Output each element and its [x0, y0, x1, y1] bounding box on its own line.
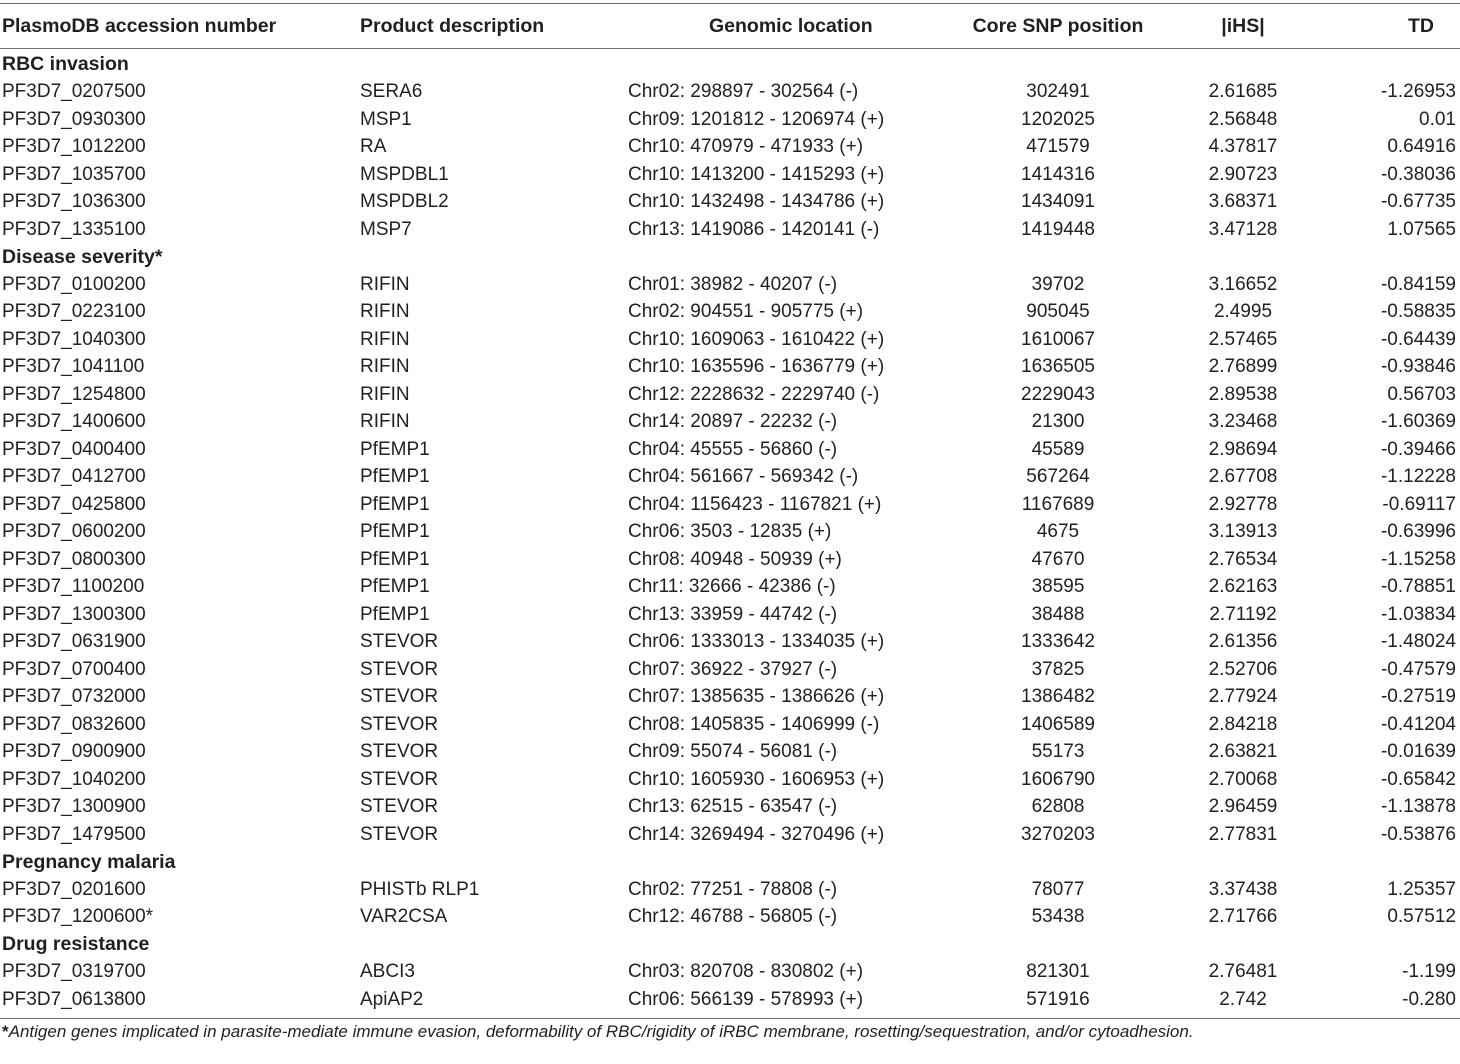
accession-cell: PF3D7_1040300	[2, 328, 146, 350]
table-row	[0, 711, 1460, 739]
ihs-cell: 2.4995	[1213, 301, 1273, 323]
table-row	[0, 299, 1460, 327]
footnote-text: Antigen genes implicated in parasite-mediate immune evasion, deformability of RBC/rigidity of iRBC membrane, rosetting/sequestration, and/or cytoadhesion.	[8, 1021, 1194, 1041]
location-cell: Chr14: 3269494 - 3270496 (+)	[628, 823, 885, 845]
table-row	[0, 436, 1460, 464]
table-row	[0, 546, 1460, 574]
description-cell: STEVOR	[360, 741, 439, 763]
location-cell: Chr13: 62515 - 63547 (-)	[628, 796, 838, 818]
location-cell: Chr04: 1156423 - 1167821 (+)	[628, 493, 882, 515]
table-row	[0, 766, 1460, 794]
td-cell: -1.13878	[1380, 796, 1456, 818]
header-ihs: |iHS|	[1221, 14, 1265, 37]
description-cell: PfEMP1	[360, 466, 430, 488]
accession-cell: PF3D7_1036300	[2, 191, 146, 213]
description-cell: RIFIN	[360, 411, 410, 433]
snp-cell: 38595	[1031, 576, 1085, 598]
header-description: Product description	[360, 14, 545, 37]
section-heading: Disease severity*	[2, 245, 163, 268]
snp-cell: 1606790	[1021, 768, 1095, 790]
ihs-cell: 2.96459	[1208, 796, 1278, 818]
ihs-cell: 2.57465	[1208, 328, 1278, 350]
accession-cell: PF3D7_0732000	[2, 686, 146, 708]
header-snp: Core SNP position	[972, 14, 1144, 37]
location-cell: Chr04: 561667 - 569342 (-)	[628, 466, 859, 488]
location-cell: Chr02: 904551 - 905775 (+)	[628, 301, 864, 323]
ihs-cell: 2.84218	[1208, 713, 1278, 735]
snp-cell: 78077	[1031, 878, 1085, 900]
table-row	[0, 189, 1460, 217]
accession-cell: PF3D7_0100200	[2, 273, 146, 295]
accession-cell: PF3D7_1254800	[2, 383, 146, 405]
description-cell: VAR2CSA	[360, 906, 448, 928]
td-cell: -1.60369	[1380, 411, 1456, 433]
table-row	[0, 326, 1460, 354]
ihs-cell: 2.98694	[1208, 438, 1278, 460]
accession-cell: PF3D7_0700400	[2, 658, 146, 680]
table-row	[0, 271, 1460, 299]
ihs-cell: 2.76534	[1208, 548, 1278, 570]
location-cell: Chr10: 1413200 - 1415293 (+)	[628, 163, 885, 185]
accession-cell: PF3D7_0613800	[2, 988, 146, 1010]
snp-cell: 55173	[1031, 741, 1085, 763]
header-accession: PlasmoDB accession number	[2, 14, 277, 37]
description-cell: RIFIN	[360, 383, 410, 405]
section-heading: Drug resistance	[2, 933, 150, 956]
table-row	[0, 216, 1460, 244]
header-location: Genomic location	[709, 14, 873, 37]
table-row	[0, 464, 1460, 492]
td-cell: -1.48024	[1380, 631, 1456, 653]
ihs-cell: 2.76481	[1208, 961, 1278, 983]
td-cell: -0.53876	[1380, 823, 1456, 845]
td-cell: 1.07565	[1387, 218, 1456, 240]
ihs-cell: 3.23468	[1208, 411, 1278, 433]
td-cell: -0.64439	[1380, 328, 1456, 350]
ihs-cell: 2.56848	[1208, 108, 1278, 130]
ihs-cell: 3.68371	[1208, 191, 1278, 213]
snp-cell: 62808	[1031, 796, 1085, 818]
section-heading: RBC invasion	[2, 53, 129, 76]
table-row	[0, 986, 1460, 1014]
snp-cell: 1414316	[1021, 163, 1095, 185]
description-cell: MSPDBL2	[360, 191, 449, 213]
location-cell: Chr13: 33959 - 44742 (-)	[628, 603, 838, 625]
accession-cell: PF3D7_0600200	[2, 521, 146, 543]
accession-cell: PF3D7_0412700	[2, 466, 146, 488]
table-row	[0, 409, 1460, 437]
snp-cell: 1406589	[1021, 713, 1095, 735]
accession-cell: PF3D7_1400600	[2, 411, 146, 433]
location-cell: Chr07: 36922 - 37927 (-)	[628, 658, 838, 680]
snp-cell: 821301	[1026, 961, 1090, 983]
description-cell: PHISTb RLP1	[360, 878, 480, 900]
accession-cell: PF3D7_0400400	[2, 438, 146, 460]
description-cell: STEVOR	[360, 631, 439, 653]
td-cell: 0.57512	[1387, 906, 1456, 928]
ihs-cell: 2.89538	[1208, 383, 1278, 405]
td-cell: -1.26953	[1380, 81, 1456, 103]
snp-cell: 39702	[1031, 273, 1085, 295]
td-cell: -0.38036	[1380, 163, 1456, 185]
td-cell: 0.64916	[1387, 136, 1456, 158]
ihs-cell: 2.742	[1219, 988, 1267, 1010]
snp-cell: 1333642	[1021, 631, 1095, 653]
td-cell: -0.93846	[1380, 356, 1456, 378]
accession-cell: PF3D7_0319700	[2, 961, 146, 983]
accession-cell: PF3D7_0832600	[2, 713, 146, 735]
ihs-cell: 2.77924	[1208, 686, 1278, 708]
ihs-cell: 2.52706	[1208, 658, 1278, 680]
section-heading: Pregnancy malaria	[2, 850, 176, 873]
location-cell: Chr07: 1385635 - 1386626 (+)	[628, 686, 885, 708]
description-cell: STEVOR	[360, 686, 439, 708]
accession-cell: PF3D7_0201600	[2, 878, 146, 900]
accession-cell: PF3D7_1300900	[2, 796, 146, 818]
description-cell: STEVOR	[360, 823, 439, 845]
ihs-cell: 2.61356	[1208, 631, 1278, 653]
accession-cell: PF3D7_0223100	[2, 301, 146, 323]
accession-cell: PF3D7_0631900	[2, 631, 146, 653]
table-row	[0, 161, 1460, 189]
ihs-cell: 2.62163	[1208, 576, 1278, 598]
accession-cell: PF3D7_1335100	[2, 218, 146, 240]
td-cell: -0.84159	[1380, 273, 1456, 295]
location-cell: Chr10: 1432498 - 1434786 (+)	[628, 191, 885, 213]
accession-cell: PF3D7_1479500	[2, 823, 146, 845]
snp-cell: 1386482	[1021, 686, 1095, 708]
ihs-cell: 2.77831	[1208, 823, 1278, 845]
table-row	[0, 79, 1460, 107]
ihs-cell: 2.71766	[1208, 906, 1278, 928]
td-cell: -0.58835	[1380, 301, 1456, 323]
description-cell: RA	[360, 136, 387, 158]
snp-cell: 571916	[1026, 988, 1090, 1010]
table-row	[0, 519, 1460, 547]
table-row	[0, 354, 1460, 382]
td-cell: -0.69117	[1382, 493, 1456, 515]
table-row	[0, 381, 1460, 409]
description-cell: RIFIN	[360, 328, 410, 350]
snp-cell: 37825	[1031, 658, 1085, 680]
snp-cell: 1434091	[1021, 191, 1095, 213]
location-cell: Chr06: 1333013 - 1334035 (+)	[628, 631, 885, 653]
location-cell: Chr06: 566139 - 578993 (+)	[628, 988, 864, 1010]
location-cell: Chr14: 20897 - 22232 (-)	[628, 411, 838, 433]
snp-cell: 1610067	[1021, 328, 1095, 350]
snp-cell: 45589	[1031, 438, 1085, 460]
ihs-cell: 2.92778	[1208, 493, 1278, 515]
accession-cell: PF3D7_0207500	[2, 81, 146, 103]
ihs-cell: 3.13913	[1208, 521, 1278, 543]
snp-cell: 567264	[1026, 466, 1090, 488]
snp-cell: 3270203	[1021, 823, 1095, 845]
snp-cell: 1202025	[1021, 108, 1095, 130]
location-cell: Chr08: 40948 - 50939 (+)	[628, 548, 842, 570]
snp-cell: 21300	[1031, 411, 1085, 433]
td-cell: -0.47579	[1380, 658, 1456, 680]
accession-cell: PF3D7_0425800	[2, 493, 146, 515]
snp-cell: 1167689	[1021, 493, 1095, 515]
location-cell: Chr02: 298897 - 302564 (-)	[628, 81, 859, 103]
table-row	[0, 821, 1460, 849]
table-row	[0, 876, 1460, 904]
location-cell: Chr13: 1419086 - 1420141 (-)	[628, 218, 880, 240]
description-cell: MSP7	[360, 218, 412, 240]
td-cell: -0.63996	[1380, 521, 1456, 543]
accession-cell: PF3D7_1012200	[2, 136, 146, 158]
snp-cell: 4675	[1036, 521, 1080, 543]
description-cell: PfEMP1	[360, 493, 430, 515]
snp-cell: 38488	[1031, 603, 1085, 625]
table-row	[0, 904, 1460, 932]
description-cell: RIFIN	[360, 273, 410, 295]
description-cell: PfEMP1	[360, 521, 430, 543]
td-cell: -0.67735	[1380, 191, 1456, 213]
location-cell: Chr11: 32666 - 42386 (-)	[628, 576, 836, 598]
accession-cell: PF3D7_1200600*	[2, 906, 154, 928]
td-cell: -0.27519	[1380, 686, 1456, 708]
location-cell: Chr06: 3503 - 12835 (+)	[628, 521, 832, 543]
description-cell: STEVOR	[360, 796, 439, 818]
accession-cell: PF3D7_1100200	[2, 576, 145, 598]
ihs-cell: 3.47128	[1208, 218, 1278, 240]
location-cell: Chr10: 470979 - 471933 (+)	[628, 136, 864, 158]
td-cell: 0.56703	[1387, 383, 1456, 405]
ihs-cell: 2.76899	[1208, 356, 1278, 378]
location-cell: Chr08: 1405835 - 1406999 (-)	[628, 713, 880, 735]
ihs-cell: 2.63821	[1208, 741, 1278, 763]
table-row	[0, 656, 1460, 684]
td-cell: -0.41204	[1380, 713, 1456, 735]
table-row	[0, 739, 1460, 767]
snp-cell: 471579	[1026, 136, 1090, 158]
snp-cell: 1419448	[1021, 218, 1095, 240]
description-cell: STEVOR	[360, 768, 439, 790]
description-cell: MSPDBL1	[360, 163, 449, 185]
description-cell: MSP1	[360, 108, 412, 130]
ihs-cell: 3.16652	[1208, 273, 1278, 295]
table-row	[0, 684, 1460, 712]
table-row	[0, 134, 1460, 162]
location-cell: Chr10: 1609063 - 1610422 (+)	[628, 328, 885, 350]
accession-cell: PF3D7_1040200	[2, 768, 146, 790]
location-cell: Chr12: 46788 - 56805 (-)	[628, 906, 838, 928]
description-cell: STEVOR	[360, 658, 439, 680]
td-cell: -1.199	[1402, 961, 1456, 983]
td-cell: -0.39466	[1380, 438, 1456, 460]
snp-cell: 1636505	[1021, 356, 1095, 378]
snp-cell: 47670	[1031, 548, 1085, 570]
location-cell: Chr10: 1605930 - 1606953 (+)	[628, 768, 885, 790]
footnote	[0, 1019, 1460, 1045]
ihs-cell: 2.70068	[1208, 768, 1278, 790]
location-cell: Chr03: 820708 - 830802 (+)	[628, 961, 864, 983]
footnote-marker: *	[2, 1021, 9, 1041]
description-cell: STEVOR	[360, 713, 439, 735]
ihs-cell: 2.61685	[1208, 81, 1278, 103]
td-cell: -0.78851	[1380, 576, 1456, 598]
header-row	[0, 4, 1460, 48]
description-cell: RIFIN	[360, 301, 410, 323]
location-cell: Chr04: 45555 - 56860 (-)	[628, 438, 838, 460]
description-cell: ABCI3	[360, 961, 415, 983]
td-cell: 1.25357	[1387, 878, 1456, 900]
accession-cell: PF3D7_1035700	[2, 163, 146, 185]
header-td: TD	[1408, 14, 1434, 37]
snp-cell: 2229043	[1021, 383, 1095, 405]
accession-cell: PF3D7_0900900	[2, 741, 146, 763]
td-cell: -0.65842	[1380, 768, 1456, 790]
table-row	[0, 629, 1460, 657]
accession-cell: PF3D7_1041100	[2, 356, 145, 378]
td-cell: -1.03834	[1380, 603, 1456, 625]
location-cell: Chr09: 1201812 - 1206974 (+)	[628, 108, 885, 130]
td-cell: -1.15258	[1380, 548, 1456, 570]
td-cell: -0.280	[1402, 988, 1456, 1010]
ihs-cell: 4.37817	[1208, 136, 1278, 158]
description-cell: PfEMP1	[360, 548, 430, 570]
td-cell: -0.01639	[1380, 741, 1456, 763]
table-row	[0, 794, 1460, 822]
ihs-cell: 2.90723	[1208, 163, 1278, 185]
description-cell: PfEMP1	[360, 576, 430, 598]
location-cell: Chr01: 38982 - 40207 (-)	[628, 273, 838, 295]
location-cell: Chr12: 2228632 - 2229740 (-)	[628, 383, 880, 405]
location-cell: Chr10: 1635596 - 1636779 (+)	[628, 356, 885, 378]
description-cell: PfEMP1	[360, 438, 430, 460]
description-cell: PfEMP1	[360, 603, 430, 625]
snp-cell: 302491	[1026, 81, 1090, 103]
description-cell: ApiAP2	[360, 988, 424, 1010]
description-cell: RIFIN	[360, 356, 410, 378]
snp-cell: 905045	[1026, 301, 1090, 323]
table-row	[0, 491, 1460, 519]
table-row	[0, 574, 1460, 602]
table-body	[0, 49, 1460, 1018]
accession-cell: PF3D7_1300300	[2, 603, 146, 625]
accession-cell: PF3D7_0930300	[2, 108, 146, 130]
td-cell: 0.01	[1419, 108, 1456, 130]
description-cell: SERA6	[360, 81, 423, 103]
location-cell: Chr02: 77251 - 78808 (-)	[628, 878, 838, 900]
snp-cell: 53438	[1031, 906, 1085, 928]
table-row	[0, 106, 1460, 134]
location-cell: Chr09: 55074 - 56081 (-)	[628, 741, 838, 763]
td-cell: -1.12228	[1380, 466, 1456, 488]
ihs-cell: 2.67708	[1208, 466, 1278, 488]
accession-cell: PF3D7_0800300	[2, 548, 146, 570]
ihs-cell: 2.71192	[1209, 603, 1277, 625]
table-row	[0, 601, 1460, 629]
ihs-cell: 3.37438	[1208, 878, 1278, 900]
table-row	[0, 959, 1460, 987]
